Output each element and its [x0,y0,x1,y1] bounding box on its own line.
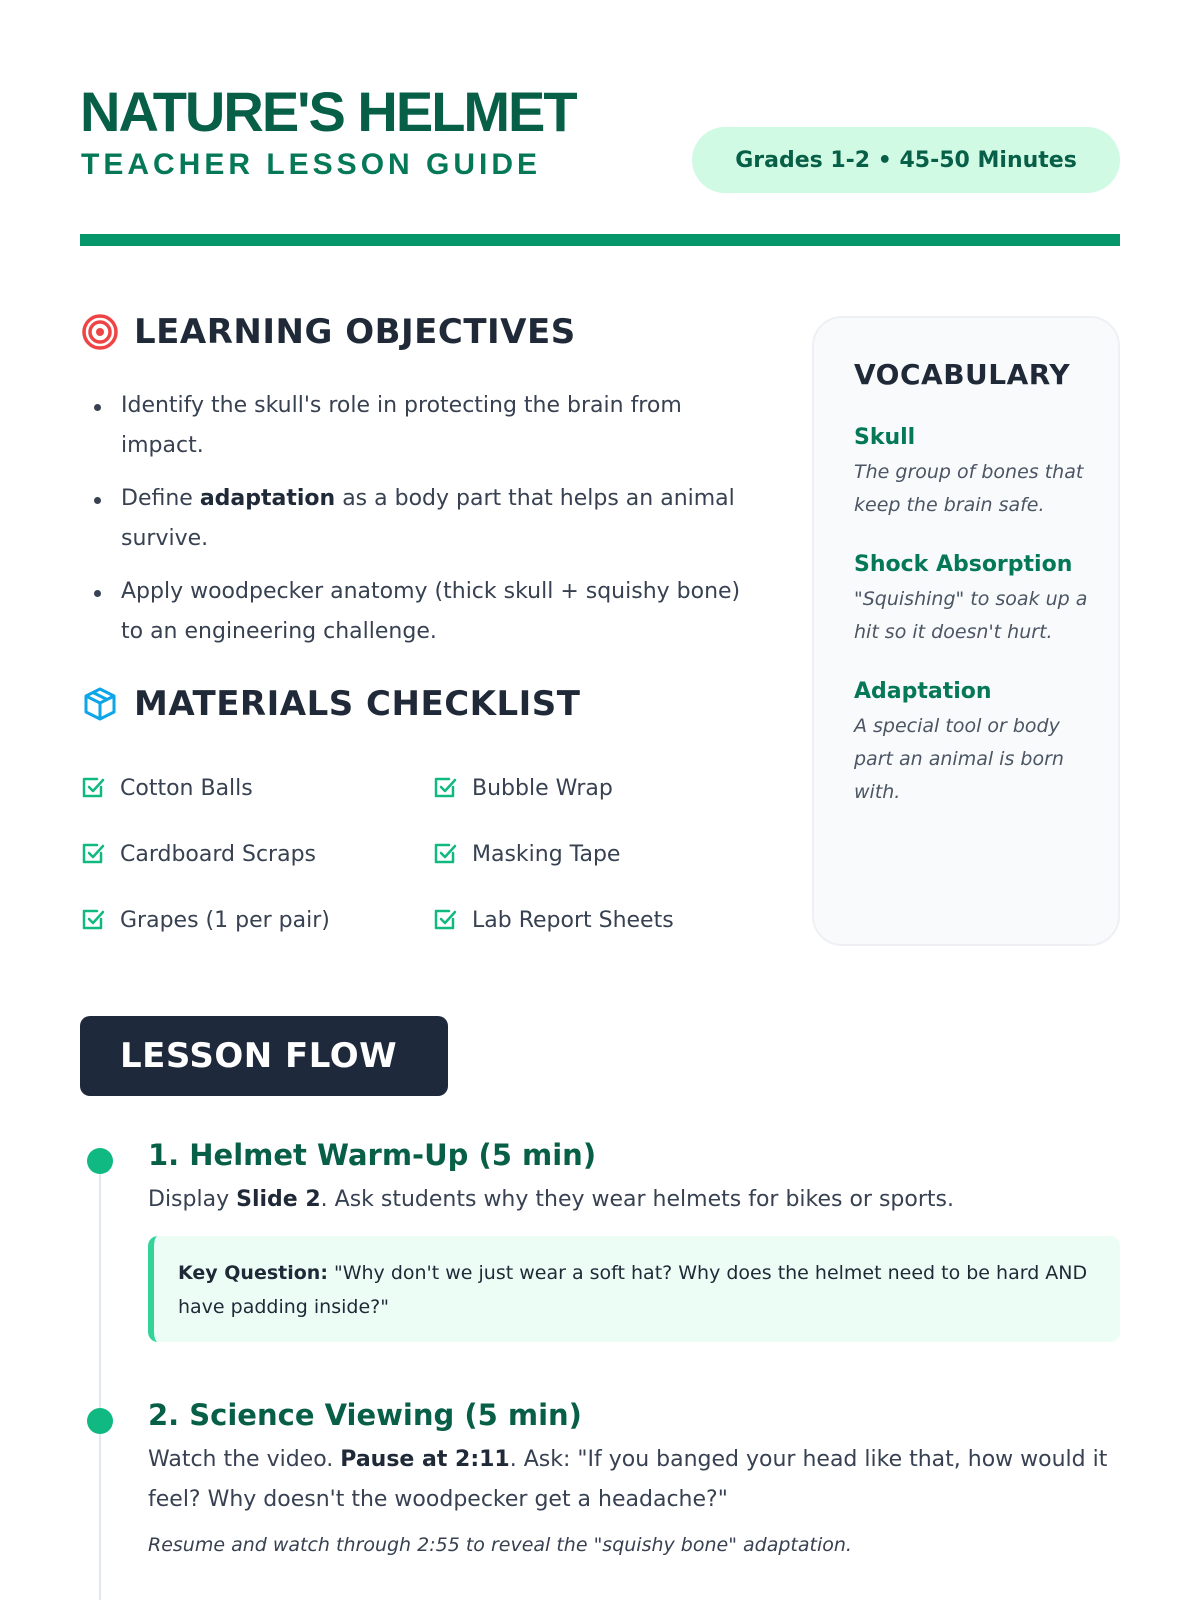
vocab-term [854,425,1088,522]
objectives-heading-label: LEARNING OBJECTIVES [134,312,576,352]
vocabulary-card [812,316,1120,946]
step-title: 1. Helmet Warm-Up (5 min) [148,1138,597,1172]
checkbox-checked-icon [80,907,106,933]
objectives-list [94,386,744,665]
vocab-term-word: Adaptation [854,679,992,704]
lesson-flow-heading: LESSON FLOW [120,1036,398,1076]
material-item: Masking Tape [432,832,784,876]
material-item: Grapes (1 per pair) [80,898,432,942]
key-question-callout [148,1236,1120,1342]
objectives-heading [80,312,576,352]
vocab-term-word: Skull [854,425,916,450]
lesson-flow-banner [80,1016,448,1096]
vocabulary-heading: VOCABULARY [854,358,1071,391]
list-item: Define adaptation as a body part that helps an animal survive. [94,479,744,559]
material-item: Bubble Wrap [432,766,784,810]
vocab-term-word: Shock Absorption [854,552,1073,577]
checkbox-checked-icon [80,841,106,867]
checkbox-checked-icon [432,907,458,933]
target-icon [80,312,120,352]
timeline-dot [87,1408,113,1434]
list-item: Apply woodpecker anatomy (thick skull + squishy bone) to an engineering challenge. [94,572,744,652]
checkbox-checked-icon [432,775,458,801]
material-item: Cardboard Scraps [80,832,432,876]
vocab-term-definition: A special tool or body part an animal is born with. [854,715,1064,803]
timeline-dot [87,1148,113,1174]
materials-checklist [80,766,780,942]
step-description: Display Slide 2. Ask students why they wear helmets for bikes or sports. [148,1187,954,1212]
key-question-label: Key Question: [178,1262,328,1284]
page-subtitle: TEACHER LESSON GUIDE [81,148,542,181]
vocab-term-definition: The group of bones that keep the brain safe. [854,461,1084,516]
material-item: Lab Report Sheets [432,898,784,942]
materials-heading [80,684,581,724]
header-divider [80,234,1120,246]
page-title: NATURE'S HELMET [80,80,576,143]
vocab-term-definition: "Squishing" to soak up a hit so it doesn't hurt. [854,588,1088,643]
key-question-text: "Why don't we just wear a soft hat? Why does the helmet need to be hard AND have padding inside?" [178,1262,1088,1318]
list-item: Identify the skull's role in protecting the brain from impact. [94,386,744,466]
step-title: 2. Science Viewing (5 min) [148,1398,582,1432]
material-item: Cotton Balls [80,766,432,810]
cube-icon [80,684,120,724]
checkbox-checked-icon [80,775,106,801]
vocab-term [854,679,1088,809]
timeline-line [99,1160,101,1600]
step-description: Watch the video. Pause at 2:11. Ask: "If you banged your head like that, how would it feel? Why doesn't the woodpecker get a headache?" [148,1447,1108,1512]
step-note: Resume and watch through 2:55 to reveal the "squishy bone" adaptation. [148,1534,852,1556]
materials-heading-label: MATERIALS CHECKLIST [134,684,581,724]
vocab-term [854,552,1088,649]
checkbox-checked-icon [432,841,458,867]
grade-duration-badge: Grades 1-2 • 45-50 Minutes [692,127,1120,193]
